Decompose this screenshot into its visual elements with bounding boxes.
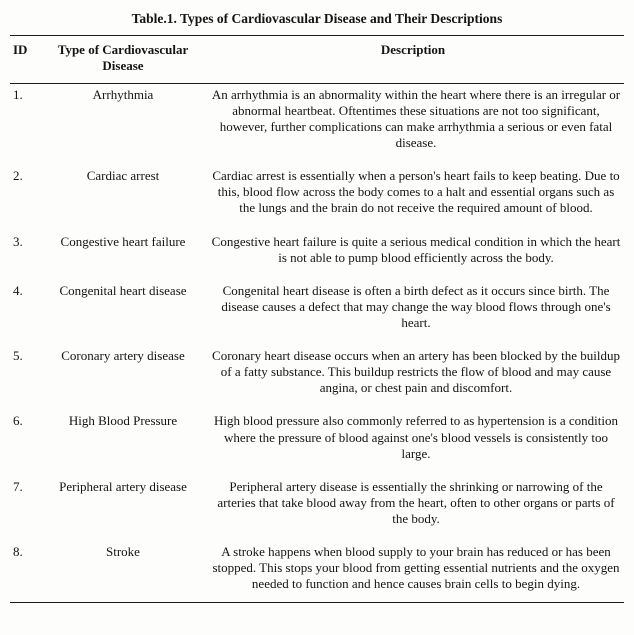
- row-id: 3.: [13, 233, 23, 249]
- row-id: 7.: [13, 478, 23, 494]
- table-row: [10, 541, 624, 603]
- row-id: 2.: [13, 168, 23, 184]
- disease-type: High Blood Pressure: [68, 413, 178, 429]
- table-row: [10, 83, 624, 165]
- row-id: 4.: [13, 282, 23, 298]
- disease-type: Congestive heart failure: [60, 233, 186, 249]
- disease-type: Coronary artery disease: [61, 348, 185, 364]
- disease-description: Coronary heart disease occurs when an artery has been blocked by the buildup of a fatty substance. This buildup restricts the flow of blood and may cause angina, or chest pain and discomfort.: [212, 348, 620, 396]
- disease-description: Congestive heart failure is quite a serious medical condition in which the heart is not able to pump blood efficiently across the body.: [211, 233, 621, 265]
- cardiovascular-disease-table: [10, 35, 624, 604]
- disease-type: Arrhythmia: [92, 86, 154, 102]
- table-row: [10, 231, 624, 280]
- disease-description: Congenital heart disease is often a birth defect as it occurs since birth. The disease causes a defect that may change the way blood flows through one's heart.: [221, 282, 611, 330]
- header-description: Description: [202, 35, 624, 83]
- table-body: [10, 83, 624, 603]
- disease-description: Cardiac arrest is essentially when a person's heart fails to keep beating. Due to this, blood flow across the body comes to a halt and essential organs such as the lungs and the brain do not receive the required amount of blood.: [212, 168, 620, 216]
- disease-type: Cardiac arrest: [86, 168, 160, 184]
- row-id: 1.: [13, 86, 23, 102]
- disease-description: A stroke happens when blood supply to your brain has reduced or has been stopped. This stops your blood from getting essential nutrients and the oxygen needed to function and hence causes brain cells to begin dying.: [202, 541, 624, 603]
- header-id: ID: [10, 35, 44, 83]
- disease-type: Peripheral artery disease: [59, 478, 187, 494]
- table-title: Table.1. Types of Cardiovascular Disease and Their Descriptions: [131, 11, 503, 26]
- disease-description: An arrhythmia is an abnormality within the heart where there is an irregular or abnormal heartbeat. Oftentimes these situations are not too significant, however, further complications can make arrhythmia a serious or even fatal disease.: [211, 86, 621, 151]
- table-header: [10, 35, 624, 83]
- disease-type: Stroke: [44, 541, 202, 603]
- table-row: [10, 280, 624, 345]
- table-row: [10, 476, 624, 541]
- table-row: [10, 345, 624, 410]
- header-type-label: Type of Cardiovascular Disease: [57, 41, 189, 73]
- disease-type: Congenital heart disease: [59, 282, 187, 298]
- header-row: [10, 35, 624, 83]
- table-row: [10, 165, 624, 230]
- table-row: [10, 410, 624, 475]
- row-id: 5.: [13, 348, 23, 364]
- row-id: 6.: [13, 413, 23, 429]
- header-type: [44, 35, 202, 83]
- disease-description: Peripheral artery disease is essentially the shrinking or narrowing of the arteries that take blood away from the heart, often to other organs or parts of the body.: [217, 478, 615, 526]
- disease-description: High blood pressure also commonly referred to as hypertension is a condition where the pressure of blood against one's blood vessels is consistently too large.: [214, 413, 618, 461]
- row-id: 8.: [10, 541, 44, 603]
